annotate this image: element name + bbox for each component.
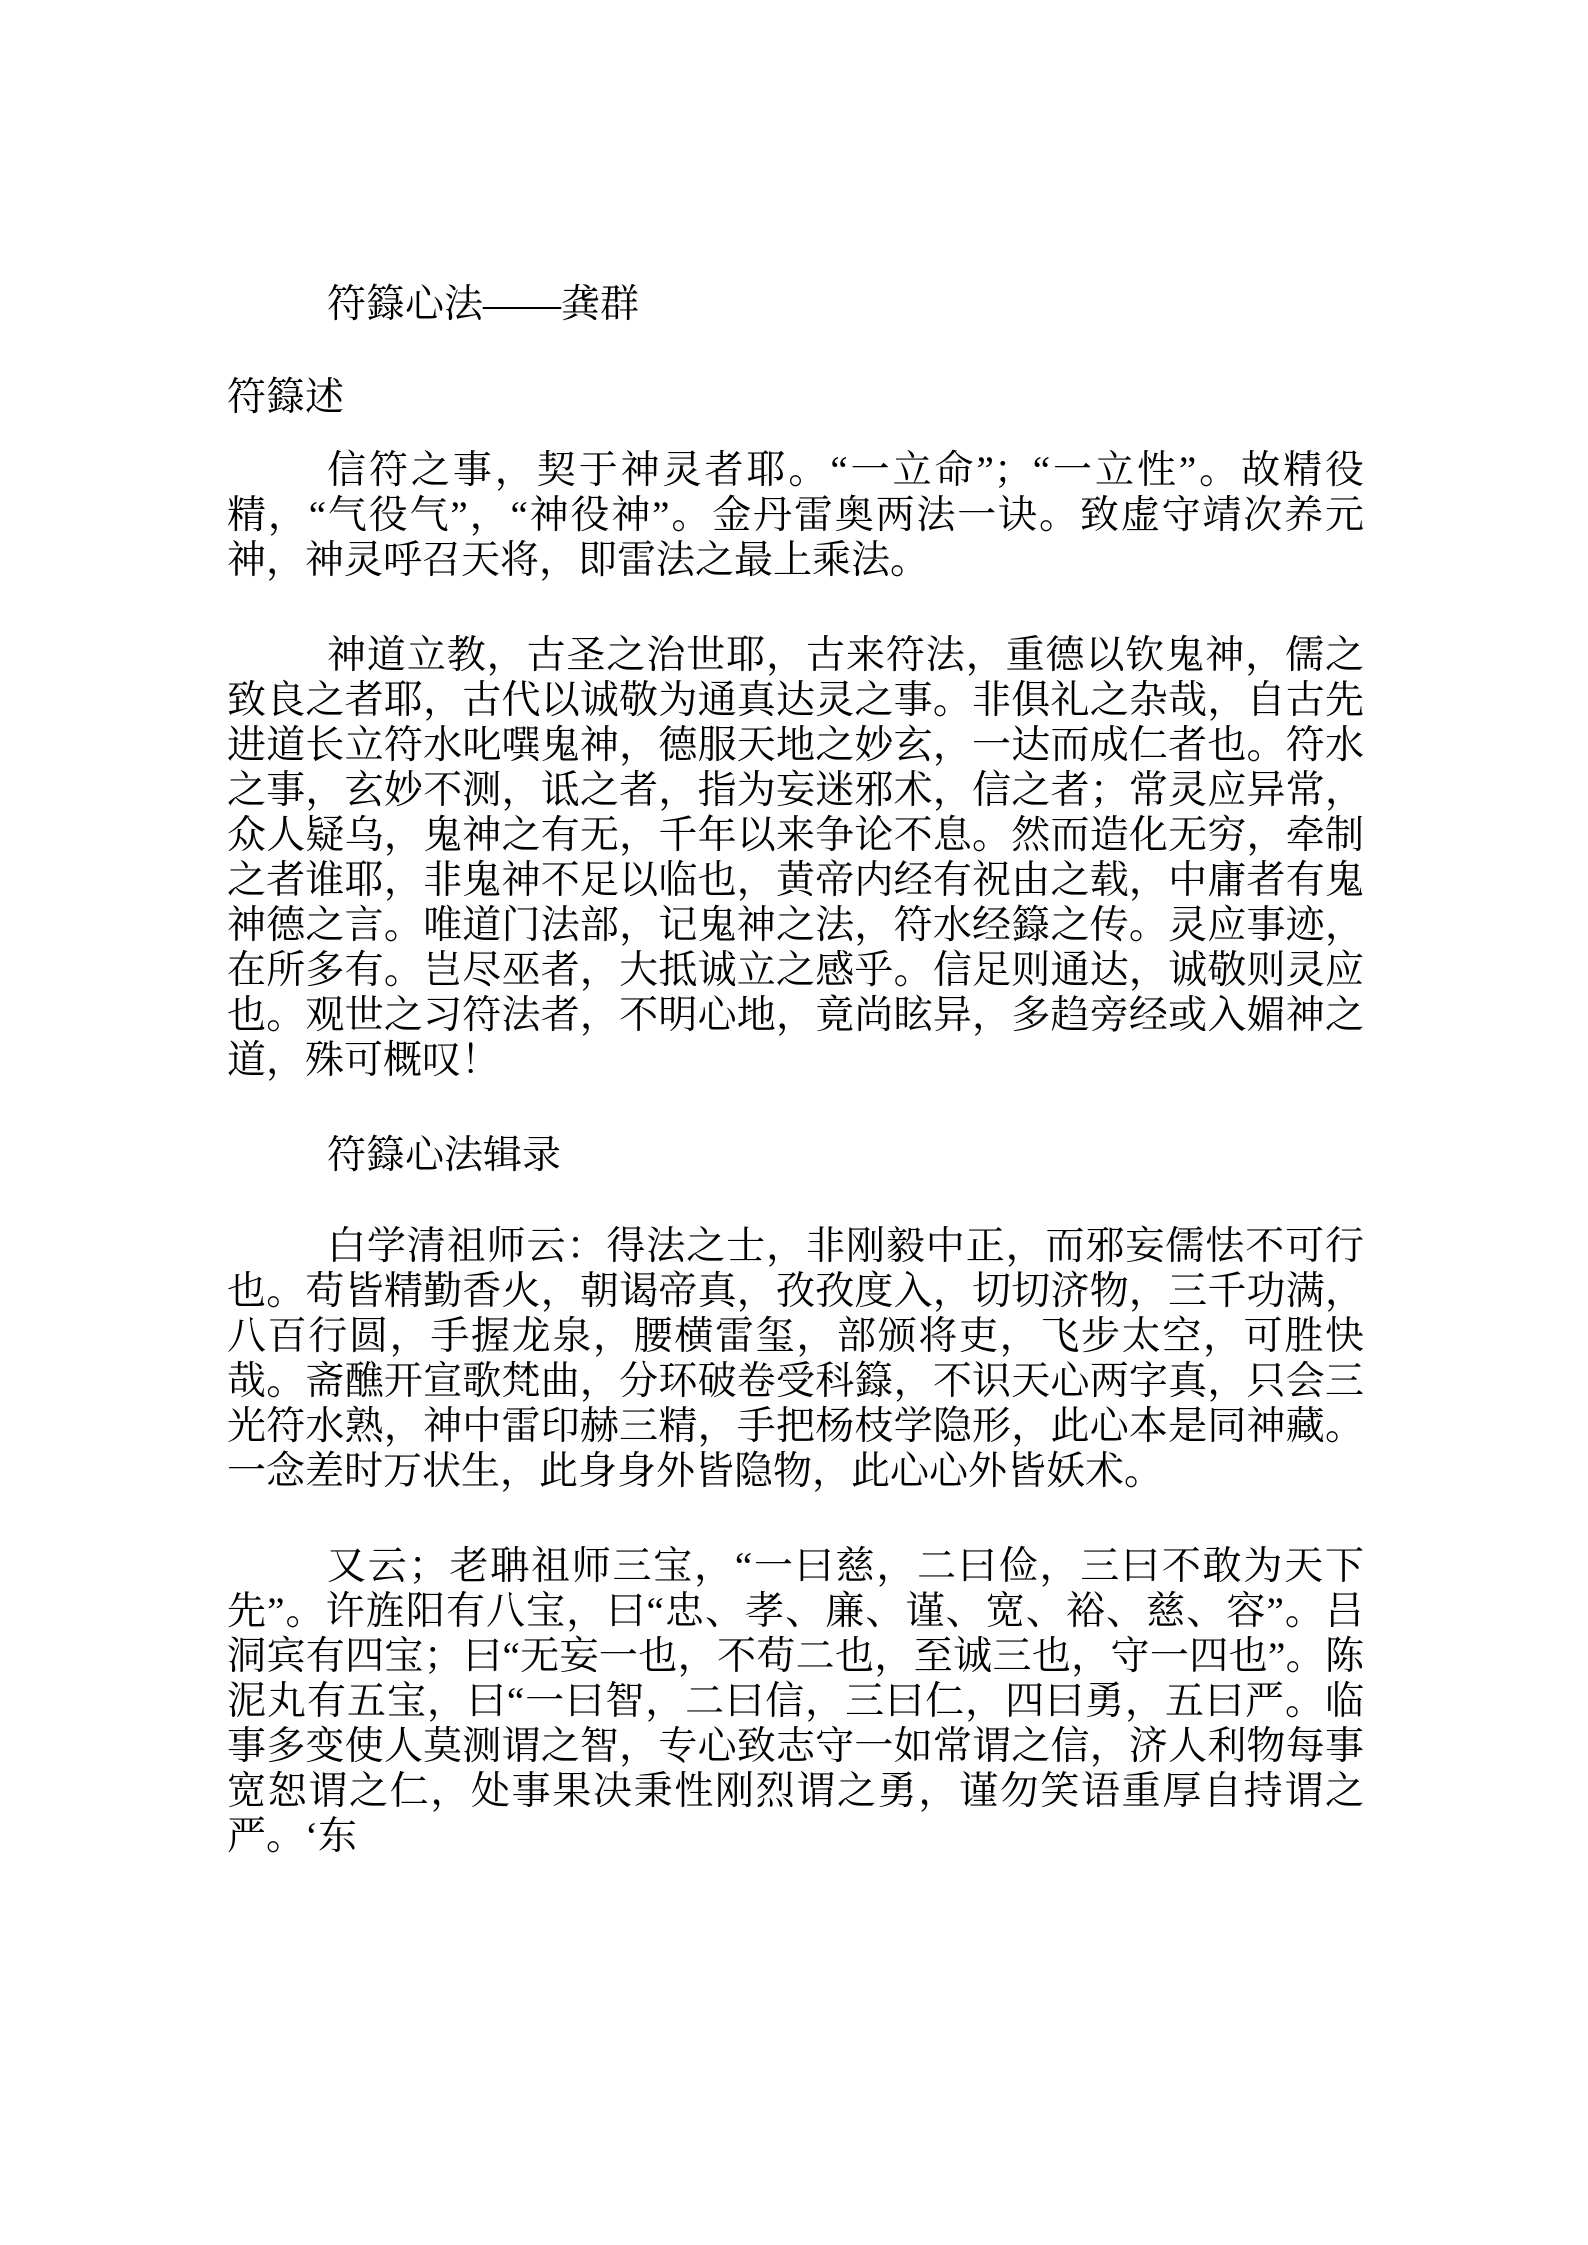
paragraph-shendao-lijiao: 神道立教，古圣之治世耶，古来符法，重德以钦鬼神，儒之致良之者耶，古代以诚敬为通真达灵之事。非俱礼之杂哉，自古先进道长立符水叱噀鬼神，德服天地之妙玄，一达而成仁者也。符水之事，玄妙不测，诋之者，指为妄迷邪术，信之者；常灵应异常，众人疑乌，鬼神之有无，千年以来争论不息。然而造化无穷，牵制之者谁耶，非鬼神不足以临也，黄帝内经有祝由之载，中庸者有鬼神德之言。唯道门法部，记鬼神之法，符水经籙之传。灵应事迹，在所多有。岂尽巫者，大抵诚立之感乎。信足则通达，诚敬则灵应也。观世之习符法者，不明心地，竟尚眩异，多趋旁经或入媚神之道，殊可概叹！ bbox=[227, 634, 1364, 1082]
document-title: 符籙心法——龚群 bbox=[327, 283, 640, 326]
section-heading-xinfa-jilu: 符籙心法辑录 bbox=[327, 1134, 562, 1177]
paragraph-xinfu-zhishi: 信符之事，契于神灵者耶。“一立命”；“一立性”。故精役精，“气役气”，“神役神”。金丹雷奥两法一诀。致虚守靖次养元神，神灵呼召天将，即雷法之最上乘法。 bbox=[227, 449, 1364, 582]
paragraph-youyun-laodan: 又云；老聃祖师三宝，“一曰慈，二曰俭，三曰不敢为天下先”。许旌阳有八宝，曰“忠、孝、廉、谨、宽、裕、慈、容”。吕洞宾有四宝；曰“无妄一也，不苟二也，至诚三也，守一四也”。陈泥丸有五宝，曰“一曰智，二曰信，三曰仁，四曰勇，五曰严。临事多变使人莫测谓之智，专心致志守一如常谓之信，济人利物每事宽恕谓之仁，处事果决秉性刚烈谓之勇，谨勿笑语重厚自持谓之严。‘东 bbox=[227, 1545, 1364, 1858]
paragraph-baixueqing-zushi: 白学清祖师云：得法之士，非刚毅中正，而邪妄儒怯不可行也。苟皆精勤香火，朝谒帝真，孜孜度入，切切济物，三千功满，八百行圆，手握龙泉，腰横雷玺，部颁将吏，飞步太空，可胜快哉。斋醮开宣歌梵曲，分环破卷受科籙，不识天心两字真，只会三光符水熟，神中雷印赫三精，手把杨枝学隐形，此心本是同神藏。一念差时万状生，此身身外皆隐物，此心心外皆妖术。 bbox=[227, 1225, 1364, 1493]
section-heading-fulushu: 符籙述 bbox=[227, 376, 345, 419]
